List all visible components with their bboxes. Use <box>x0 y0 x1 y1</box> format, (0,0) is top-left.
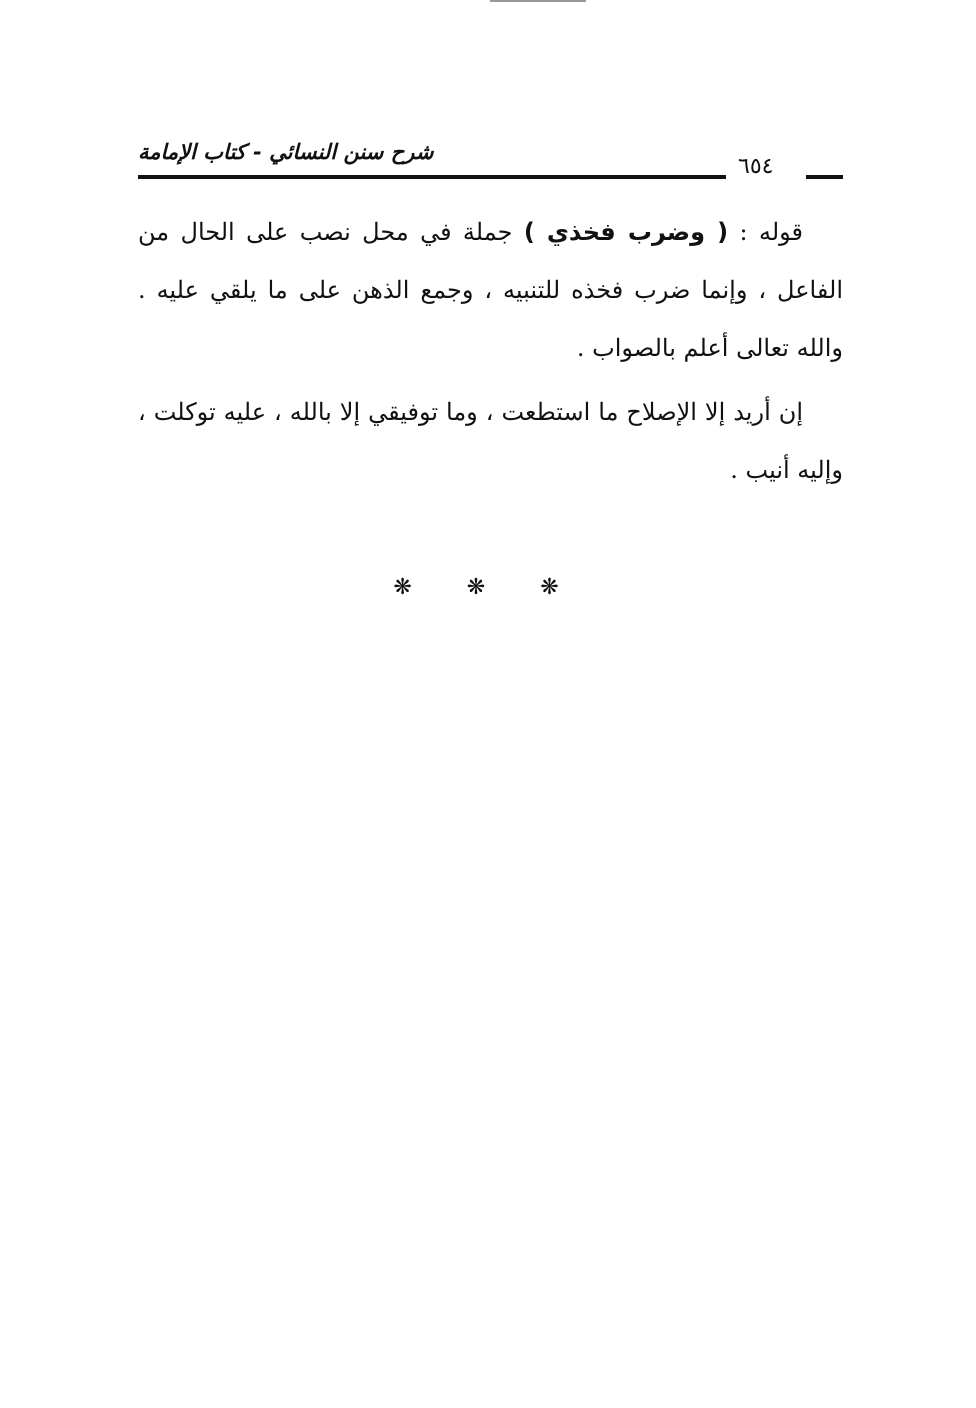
header-rule <box>138 175 726 179</box>
top-edge-rule <box>490 0 586 2</box>
paragraph-commentary <box>138 203 843 377</box>
running-title: شرح سنن النسائي - كتاب الإمامة <box>138 140 434 164</box>
paragraph-intro: قوله : <box>728 218 803 246</box>
page-number: ٦٥٤ <box>738 154 774 179</box>
main-text <box>138 203 843 499</box>
page-number-rule <box>806 175 843 179</box>
paragraph-body: جملة في محل نصب على الحال من الفاعل ، وإنما ضرب فخذه للتنبيه ، وجمع الذهن على ما يلقي عليه . والله تعالى أعلم بالصواب . <box>138 218 843 362</box>
paragraph-closing-supplication: إن أريد إلا الإصلاح ما استطعت ، وما توفيقي إلا بالله ، عليه توكلت ، وإليه أنيب . <box>138 398 843 484</box>
section-separator: ❋ ❋ ❋ <box>393 575 583 600</box>
hadith-quote: ( وضرب فخذي ) <box>523 218 729 246</box>
page-header <box>138 130 843 182</box>
